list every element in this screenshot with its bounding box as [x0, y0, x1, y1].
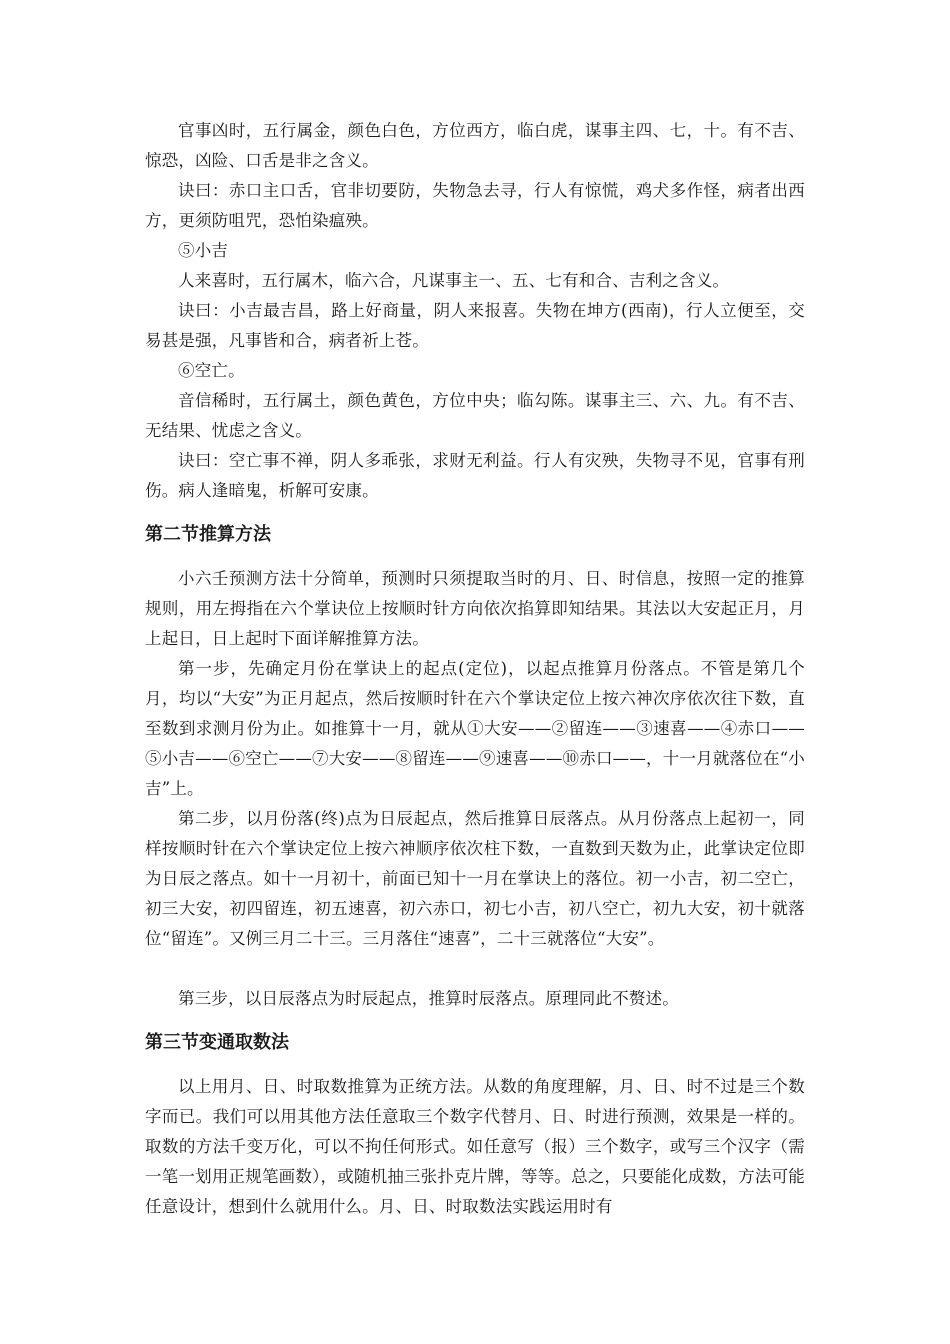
paragraph-xiaoji-meaning: 人来喜时，五行属木，临六合，凡谋事主一、五、七有和合、吉利之含义。	[178, 271, 730, 290]
paragraph-method-intro: 小六壬预测方法十分简单，预测时只须提取当时的月、日、时信息，按照一定的推算规则，用左拇指在六个掌诀位上按顺时针方向依次掐算即知结果。其法以大安起正月，月上起日，日上起时下面详解推算方法。	[145, 569, 805, 648]
paragraph-xiaoji-verse: 诀曰：小吉最吉昌，路上好商量，阴人来报喜。失物在坤方(西南)，行人立便至，交易甚是强，凡事皆和合，病者祈上苍。	[145, 301, 805, 350]
paragraph-kongwang-verse: 诀曰：空亡事不禅，阴人多乖张，求财无利益。行人有灾殃，失物寻不见，官事有刑伤。病人逢暗鬼，析解可安康。	[145, 451, 805, 500]
document-body	[145, 116, 805, 1222]
paragraph-kongwang-meaning: 音信稀时，五行属土，颜色黄色，方位中央；临勾陈。谋事主三、六、九。有不吉、无结果、忧虑之含义。	[145, 391, 805, 440]
paragraph-step-2: 第二步，以月份落(终)点为日辰起点，然后推算日辰落点。从月份落点上起初一，同样按顺时针在六个掌诀定位上按六神顺序依次柱下数，一直数到天数为止，此掌诀定位即为日辰之落点。如十一月初十，前面已知十一月在掌诀上的落位。初一小吉，初二空亡，初三大安，初四留连，初五速喜，初六赤口，初七小吉，初八空亡，初九大安，初十就落位“留连”。又例三月二十三。三月落住“速喜”，二十三就落位“大安”。	[145, 809, 805, 948]
section-heading-3: 第三节变通取数法	[145, 1032, 289, 1053]
item-heading-kongwang: ⑥空亡。	[178, 361, 245, 380]
paragraph-alternate-method: 以上用月、日、时取数推算为正统方法。从数的角度理解，月、日、时不过是三个数字而已。我们可以用其他方法任意取三个数字代替月、日、时进行预测，效果是一样的。取数的方法千变万化，可以不拘任何形式。如任意写（报）三个数字，或写三个汉字（需一笔一划用正规笔画数），或随机抽三张扑克片牌，等等。总之，只要能化成数，方法可能任意设计，想到什么就用什么。月、日、时取数法实践运用时有	[145, 1077, 805, 1216]
section-heading-2: 第二节推算方法	[145, 524, 271, 545]
paragraph-chikou-meaning: 官事凶时，五行属金，颜色白色，方位西方，临白虎，谋事主四、七，十。有不吉、惊恐，凶险、口舌是非之含义。	[145, 121, 805, 170]
item-heading-xiaoji: ⑤小吉	[178, 241, 229, 260]
paragraph-step-3: 第三步，以日辰落点为时辰起点，推算时辰落点。原理同此不赘述。	[178, 989, 679, 1008]
paragraph-chikou-verse: 诀曰：赤口主口舌，官非切要防，失物急去寻，行人有惊慌，鸡犬多作怪，病者出西方，更须防咀咒，恐怕染瘟殃。	[145, 181, 805, 230]
paragraph-step-1: 第一步，先确定月份在掌诀上的起点(定位)，以起点推算月份落点。不管是第几个月，均以“大安”为正月起点，然后按顺时针在六个掌诀定位上按六神次序依次往下数，直至数到求测月份为止。如推算十一月，就从①大安——②留连——③速喜——④赤口——⑤小吉——⑥空亡——⑦大安——⑧留连——⑨速喜——⑩赤口——，十一月就落位在“小吉”上。	[145, 659, 805, 798]
